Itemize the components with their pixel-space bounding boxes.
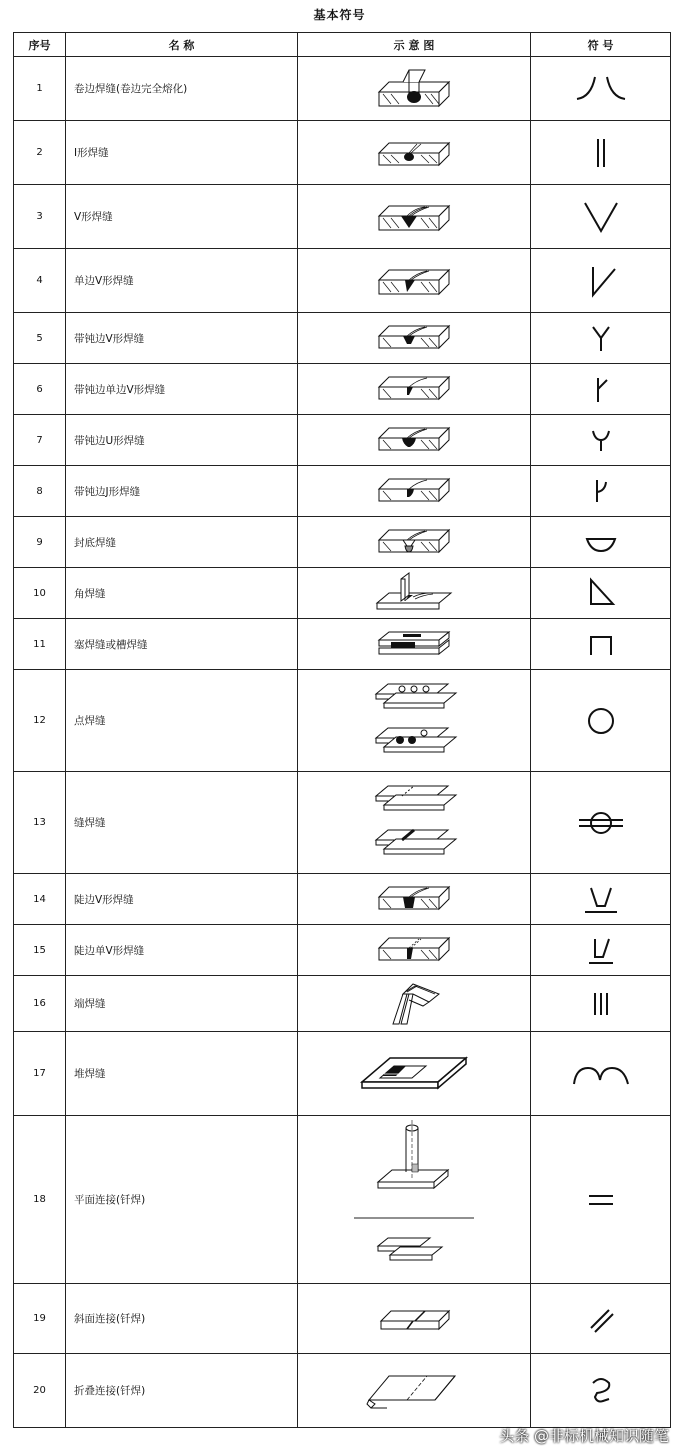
row-name: 塞焊缝或槽焊缝 [66, 619, 298, 670]
row-name: 封底焊缝 [66, 517, 298, 568]
table-row [14, 249, 671, 313]
table-row [14, 1284, 671, 1354]
row-name: 陡边V形焊缝 [66, 874, 298, 925]
row-name: 点焊缝 [66, 670, 298, 772]
table-row [14, 185, 671, 249]
backing-weld-symbol [571, 525, 631, 559]
surface-joint-icon [354, 1120, 474, 1280]
plug-weld-symbol [571, 627, 631, 661]
row-number: 9 [14, 517, 66, 568]
half-y-weld-symbol [571, 372, 631, 406]
row-number: 14 [14, 874, 66, 925]
row-name: 卷边焊缝(卷边完全熔化) [66, 57, 298, 121]
steep-v-weld-symbol [571, 882, 631, 916]
table-row [14, 1116, 671, 1284]
row-number: 15 [14, 925, 66, 976]
page-title: 基本符号 [313, 8, 366, 22]
table-row [14, 517, 671, 568]
steep-bevel-weld-icon [369, 930, 459, 970]
row-number: 5 [14, 313, 66, 364]
i-weld-symbol [571, 133, 631, 173]
row-name: 带钝边V形焊缝 [66, 313, 298, 364]
header-diagram: 示 意 图 [298, 33, 531, 57]
row-number: 16 [14, 976, 66, 1032]
weld-symbol-table [13, 32, 671, 1428]
table-row [14, 466, 671, 517]
square-butt-weld-icon [369, 131, 459, 175]
row-number: 19 [14, 1284, 66, 1354]
edge-weld-symbol [571, 987, 631, 1021]
header-index: 序号 [14, 33, 66, 57]
row-number: 13 [14, 772, 66, 874]
row-name: 缝焊缝 [66, 772, 298, 874]
row-name: 单边V形焊缝 [66, 249, 298, 313]
row-name: 堆焊缝 [66, 1032, 298, 1116]
header-name: 名 称 [66, 33, 298, 57]
watermark: 头条 @非标机械知识随笔 [499, 1427, 669, 1445]
table-row [14, 772, 671, 874]
row-name: 带钝边U形焊缝 [66, 415, 298, 466]
row-number: 10 [14, 568, 66, 619]
steep-v-weld-icon [369, 879, 459, 919]
surface-joint-symbol [571, 1185, 631, 1215]
v-weld-symbol [571, 197, 631, 237]
backing-weld-icon [369, 522, 459, 562]
row-number: 8 [14, 466, 66, 517]
row-name: 角焊缝 [66, 568, 298, 619]
j-butt-weld-icon [369, 471, 459, 511]
surfacing-weld-symbol [566, 1054, 636, 1094]
flanged-weld-symbol [571, 69, 631, 109]
table-row [14, 57, 671, 121]
bevel-weld-symbol [571, 261, 631, 301]
table-row [14, 670, 671, 772]
table-row [14, 874, 671, 925]
edge-weld-icon [379, 980, 449, 1028]
bevel-butt-weld-icon [369, 258, 459, 304]
row-number: 3 [14, 185, 66, 249]
table-row [14, 415, 671, 466]
row-name: 平面连接(钎焊) [66, 1116, 298, 1284]
table-row [14, 619, 671, 670]
table-header [14, 33, 671, 57]
row-number: 12 [14, 670, 66, 772]
u-butt-weld-icon [369, 420, 459, 460]
row-name: 端焊缝 [66, 976, 298, 1032]
row-number: 11 [14, 619, 66, 670]
row-number: 4 [14, 249, 66, 313]
inclined-joint-icon [369, 1297, 459, 1341]
row-name: 带钝边单边V形焊缝 [66, 364, 298, 415]
row-number: 1 [14, 57, 66, 121]
row-number: 20 [14, 1354, 66, 1428]
row-name: 陡边单V形焊缝 [66, 925, 298, 976]
row-name: I形焊缝 [66, 121, 298, 185]
row-name: V形焊缝 [66, 185, 298, 249]
j-weld-symbol [571, 474, 631, 508]
seam-weld-symbol [571, 803, 631, 843]
spot-weld-symbol [571, 701, 631, 741]
row-number: 17 [14, 1032, 66, 1116]
header-symbol: 符 号 [531, 33, 671, 57]
table-row [14, 1354, 671, 1428]
y-weld-symbol [571, 321, 631, 355]
fillet-weld-icon [369, 571, 459, 615]
surfacing-weld-icon [354, 1044, 474, 1104]
row-name: 折叠连接(钎焊) [66, 1354, 298, 1428]
v-butt-weld-icon [369, 194, 459, 240]
spot-weld-icon [366, 676, 462, 766]
flanged-butt-weld-icon [369, 64, 459, 114]
fold-joint-icon [359, 1366, 469, 1416]
table-row [14, 568, 671, 619]
row-number: 6 [14, 364, 66, 415]
row-number: 7 [14, 415, 66, 466]
row-name: 斜面连接(钎焊) [66, 1284, 298, 1354]
row-name: 带钝边J形焊缝 [66, 466, 298, 517]
y-butt-weld-icon [369, 318, 459, 358]
plug-weld-icon [369, 624, 459, 664]
fold-joint-symbol [571, 1371, 631, 1411]
u-weld-symbol [571, 423, 631, 457]
table-row [14, 925, 671, 976]
table-row [14, 121, 671, 185]
seam-weld-icon [366, 778, 462, 868]
half-y-weld-icon [369, 369, 459, 409]
row-number: 2 [14, 121, 66, 185]
fillet-weld-symbol [571, 576, 631, 610]
steep-bevel-weld-symbol [571, 933, 631, 967]
table-row [14, 976, 671, 1032]
table-row [14, 1032, 671, 1116]
table-row [14, 364, 671, 415]
table-row [14, 313, 671, 364]
row-number: 18 [14, 1116, 66, 1284]
inclined-joint-symbol [571, 1302, 631, 1336]
